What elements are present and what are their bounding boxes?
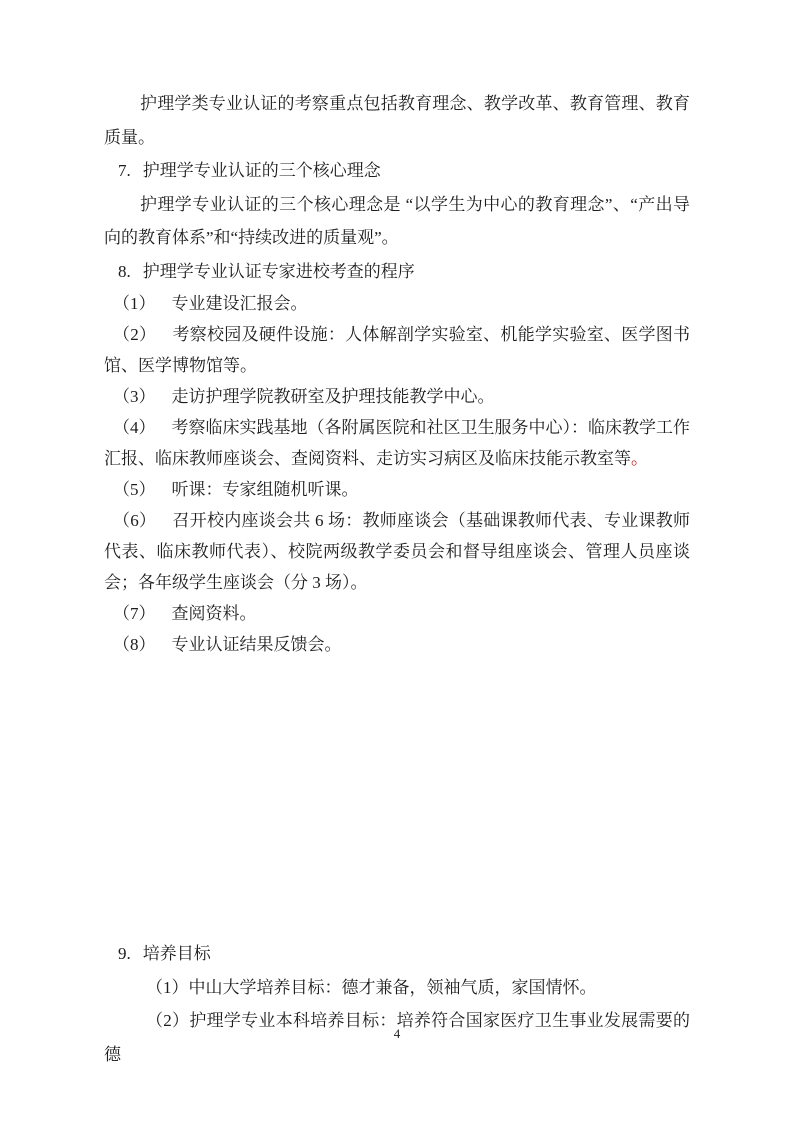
list-number: （7）: [113, 604, 156, 623]
heading-text: 培养目标: [142, 944, 211, 963]
list-text: 听课：专家组随机听课。: [171, 480, 359, 499]
list-text: 专业认证结果反馈会。: [171, 635, 342, 654]
red-period: 。: [631, 449, 648, 468]
list-item-8: [104, 629, 690, 660]
list-number: （1）: [113, 294, 156, 313]
list-number: （4）: [113, 418, 156, 437]
section-heading-8: [104, 255, 690, 289]
body-paragraph: 护理学专业认证的三个核心理念是 “以学生为中心的教育理念”、“产出导向的教育体系”和“持续改进的质量观”。: [104, 194, 690, 247]
list-item-7: [104, 598, 690, 629]
heading-number: 8.: [118, 261, 131, 281]
list-number: （3）: [113, 387, 156, 406]
list-number: （8）: [113, 635, 156, 654]
list-text: 走访护理学院教研室及护理技能教学中心。: [171, 387, 495, 406]
list-text: 召开校内座谈会共 6 场：教师座谈会（基础课教师代表、专业课教师代表、临床教师代表）、校院两级教学委员会和督导组座谈会、管理人员座谈会；各年级学生座谈会（分 3 场）。: [104, 511, 690, 592]
heading-number: 7.: [118, 161, 131, 180]
heading-text: 护理学专业认证专家进校考查的程序: [142, 261, 415, 281]
list-item-5: [104, 474, 690, 505]
list-number: （2）: [113, 325, 157, 344]
list-text: 考察校园及硬件设施：人体解剖学实验室、机能学实验室、医学图书馆、医学博物馆等。: [104, 325, 691, 375]
list-number: （6）: [113, 511, 157, 530]
list-number: （5）: [113, 480, 156, 499]
intro-paragraph: 护理学类专业认证的考察重点包括教育理念、教学改革、教育管理、教育质量。: [104, 94, 690, 147]
section-heading-7: [104, 154, 690, 188]
list-text: 查阅资料。: [171, 604, 257, 623]
list-text: 考察临床实践基地（各附属医院和社区卫生服务中心）：临床教学工作汇报、临床教师座谈会、查阅资料、走访实习病区及临床技能示教室等: [104, 418, 690, 468]
list-item-3: [104, 381, 690, 412]
list-item-2: [104, 319, 690, 381]
list-item-4: [104, 412, 690, 474]
sub-item-2: （2）护理学专业本科培养目标：培养符合国家医疗卫生事业发展需要的德: [104, 1011, 690, 1064]
sub-item-1: （1）中山大学培养目标：德才兼备，领袖气质，家国情怀。: [146, 977, 597, 997]
heading-number: 9.: [118, 944, 131, 963]
page-number: 4: [393, 1026, 401, 1041]
list-text: 专业建设汇报会。: [171, 294, 308, 313]
list-item-1: [104, 288, 690, 319]
blank-gap: [104, 660, 690, 937]
section-heading-9: [104, 937, 690, 971]
heading-text: 护理学专业认证的三个核心理念: [142, 161, 381, 180]
list-item-6: [104, 505, 690, 598]
